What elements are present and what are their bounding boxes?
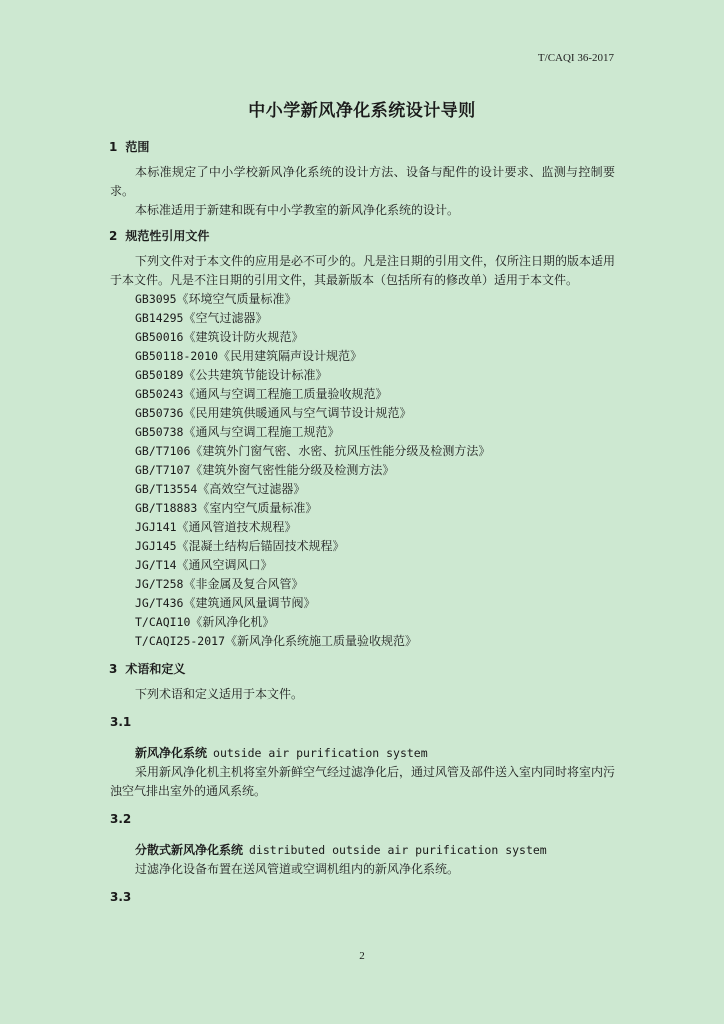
- paragraph: 下列术语和定义适用于本文件。: [135, 687, 304, 701]
- document-title: 中小学新风净化系统设计导则: [248, 101, 476, 121]
- section-number: 3: [109, 662, 118, 676]
- reference-item: GB/T7107《建筑外窗气密性能分级及检测方法》: [135, 463, 395, 477]
- reference-item: JGJ141《通风管道技术规程》: [135, 520, 297, 534]
- reference-item: T/CAQI25-2017《新风净化系统施工质量验收规范》: [135, 634, 418, 648]
- term-name-en: distributed outside air purification system: [249, 843, 547, 857]
- paragraph: 下列文件对于本文件的应用是必不可少的。凡是注日期的引用文件，仅所注日期的版本适用于本文件。凡是不注日期的引用文件，其最新版本（包括所有的修改单）适用于本文件。: [110, 254, 616, 287]
- section-heading-terms-definitions: [109, 660, 615, 679]
- reference-item: GB/T13554《高效空气过滤器》: [135, 482, 306, 496]
- reference-item: GB/T7106《建筑外门窗气密、水密、抗风压性能分级及检测方法》: [135, 444, 491, 458]
- term-name-cn: 新风净化系统: [135, 746, 208, 760]
- reference-item: GB50243《通风与空调工程施工质量验收规范》: [135, 387, 388, 401]
- reference-item: GB/T18883《室内空气质量标准》: [135, 501, 318, 515]
- term-number: 3.1: [110, 715, 132, 729]
- reference-item: JG/T436《建筑通风风量调节阀》: [135, 596, 316, 610]
- term-definition: 过滤净化设备布置在送风管道或空调机组内的新风净化系统。: [135, 862, 460, 876]
- section-number: 2: [109, 229, 118, 243]
- paragraph: 本标准规定了中小学校新风净化系统的设计方法、设备与配件的设计要求、监测与控制要求。: [110, 165, 615, 198]
- reference-item: GB50189《公共建筑节能设计标准》: [135, 368, 328, 382]
- page-number: 2: [359, 950, 365, 962]
- reference-item: GB50736《民用建筑供暖通风与空气调节设计规范》: [135, 406, 412, 420]
- section-heading-normative-references: [109, 227, 615, 246]
- reference-item: GB14295《空气过滤器》: [135, 311, 268, 325]
- reference-item: JG/T258《非金属及复合风管》: [135, 577, 304, 591]
- reference-item: GB50016《建筑设计防火规范》: [135, 330, 304, 344]
- reference-item: JGJ145《混凝土结构后锚固技术规程》: [135, 539, 345, 553]
- reference-item: T/CAQI10《新风净化机》: [135, 615, 275, 629]
- term-name-en: outside air purification system: [213, 746, 428, 760]
- reference-item: GB3095《环境空气质量标准》: [135, 292, 297, 306]
- term-number: 3.3: [110, 890, 132, 904]
- term-entry: [110, 744, 615, 763]
- term-name-cn: 分散式新风净化系统: [135, 843, 244, 857]
- section-number: 1: [109, 140, 118, 154]
- document-code: T/CAQI 36-2017: [537, 52, 614, 64]
- term-definition: 采用新风净化机主机将室外新鲜空气经过滤净化后，通过风管及部件送入室内同时将室内污浊空气排出室外的通风系统。: [110, 765, 616, 798]
- reference-list: [110, 290, 615, 651]
- paragraph: 本标准适用于新建和既有中小学教室的新风净化系统的设计。: [135, 203, 460, 217]
- section-heading-scope: [109, 138, 615, 157]
- reference-item: GB50738《通风与空调工程施工规范》: [135, 425, 340, 439]
- reference-item: GB50118-2010《民用建筑隔声设计规范》: [135, 349, 363, 363]
- section-title: 术语和定义: [125, 662, 186, 676]
- reference-item: JG/T14《通风空调风口》: [135, 558, 273, 572]
- section-title: 规范性引用文件: [125, 229, 210, 243]
- section-title: 范围: [125, 140, 150, 154]
- term-number: 3.2: [110, 812, 132, 826]
- document-body: [110, 138, 615, 907]
- term-entry: [110, 841, 615, 860]
